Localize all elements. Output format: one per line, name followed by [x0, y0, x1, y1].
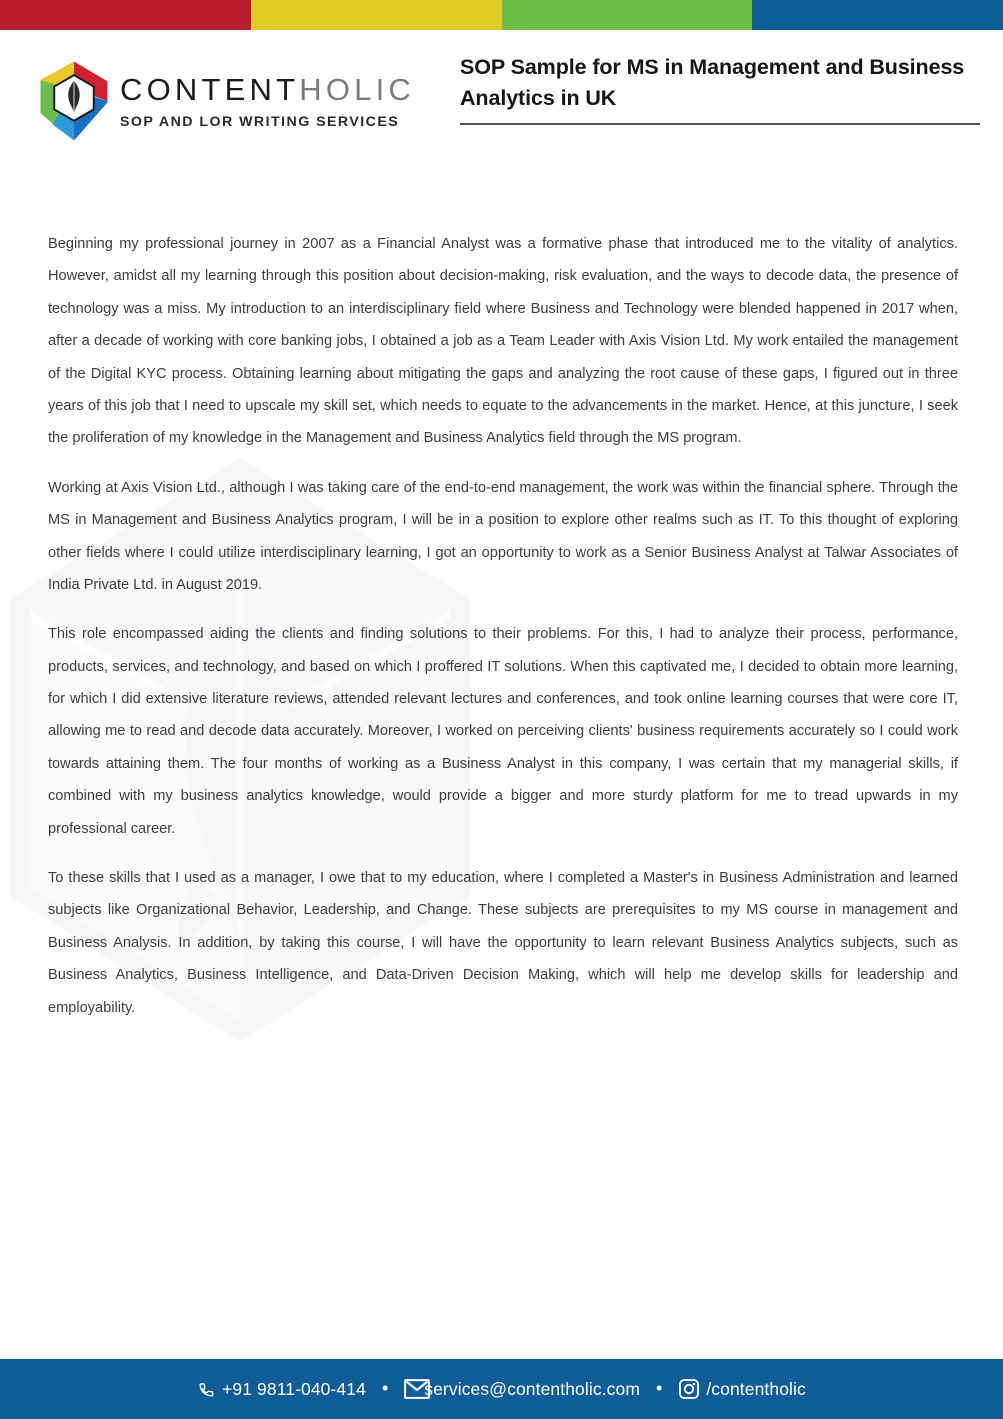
document-body [48, 228, 958, 1024]
body-paragraph: This role encompassed aiding the clients and finding solutions to their problems. For this, I had to analyze their process, performance, products, services, and technology, and based on which I proffered IT solutions. When this captivated me, I decided to obtain more learning, for which I did extensive literature reviews, attended relevant lectures and conferences, and took online learning courses that were core IT, allowing me to read and decode data accurately. Moreover, I worked on perceiving clients' business requirements accurately so I could work towards attaining them. The four months of working as a Business Analyst in this company, I was certain that my managerial skills, if combined with my business analytics knowledge, would provide a bigger and more sturdy platform for me to tread upwards in my professional career. [48, 626, 958, 837]
document-title-block [460, 52, 980, 125]
brand-logo [36, 58, 415, 144]
brand-wordmark [120, 72, 415, 130]
color-band-blue [752, 0, 1003, 30]
instagram-icon [678, 1378, 700, 1400]
footer-instagram[interactable] [678, 1378, 806, 1400]
brand-tagline: SOP AND LOR WRITING SERVICES [120, 114, 400, 130]
color-band-yellow [251, 0, 502, 30]
color-band-red [0, 0, 251, 30]
footer-separator: • [381, 1377, 389, 1398]
document-footer [0, 1359, 1003, 1419]
footer-contact-row [197, 1378, 806, 1400]
body-paragraph: Beginning my professional journey in 2007 as a Financial Analyst was a formative phase that introduced me to the vitality of analytics. However, amidst all my learning through this position about decision-making, risk evaluation, and the ways to decode data, the presence of technology was a miss. My introduction to an interdisciplinary field where Business and Technology were blended happened in 2017 when, after a decade of working with core banking jobs, I obtained a job as a Team Leader with Axis Vision Ltd. My work entailed the management of the Digital KYC process. Obtaining learning about mitigating the gaps and analyzing the root cause of these gaps, I figured out in three years of this job that I need to upscale my skill set, which needs to equate to the advancements in the market. Hence, at this juncture, I seek the proliferation of my knowledge in the Management and Business Analytics field through the MS program. [48, 236, 958, 447]
wordmark-dark: CONTENT [120, 72, 300, 107]
footer-instagram-label: /contentholic [706, 1378, 806, 1399]
body-paragraph: To these skills that I used as a manager, I owe that to my education, where I completed a Master's in Business Administration and learned subjects like Organizational Behavior, Leadership, and Change. These subjects are prerequisites to my MS course in management and Business Analysis. In addition, by taking this course, I will have the opportunity to learn relevant Business Analytics subjects, such as Business Analytics, Business Intelligence, and Data-Driven Decision Making, which will help me develop skills for leadership and employability. [48, 870, 958, 1016]
page-title: SOP Sample for MS in Management and Business Analytics in UK [460, 55, 965, 110]
footer-separator: • [656, 1377, 663, 1398]
footer-phone-label: +91 9811-040-414 [222, 1378, 366, 1399]
color-band-green [502, 0, 753, 30]
brand-color-bar [0, 0, 1003, 30]
footer-email-label: services@contentholic.com [424, 1378, 641, 1399]
phone-icon [197, 1380, 216, 1399]
document-header [0, 30, 1003, 190]
footer-email[interactable] [404, 1379, 640, 1400]
wordmark-light: HOLIC [299, 72, 415, 107]
brand-wordmark-text [120, 74, 415, 105]
footer-phone[interactable] [197, 1379, 366, 1400]
hexagon-cube-quill-logo-icon [36, 58, 112, 144]
title-underline-rule [460, 123, 980, 125]
body-paragraph: Working at Axis Vision Ltd., although I was taking care of the end-to-end management, the work was within the financial sphere. Through the MS in Management and Business Analytics program, I will be in a position to explore other realms such as IT. To this thought of exploring other fields where I could utilize interdisciplinary learning, I got an opportunity to work as a Senior Business Analyst at Talwar Associates of India Private Ltd. in August 2019. [48, 479, 958, 593]
